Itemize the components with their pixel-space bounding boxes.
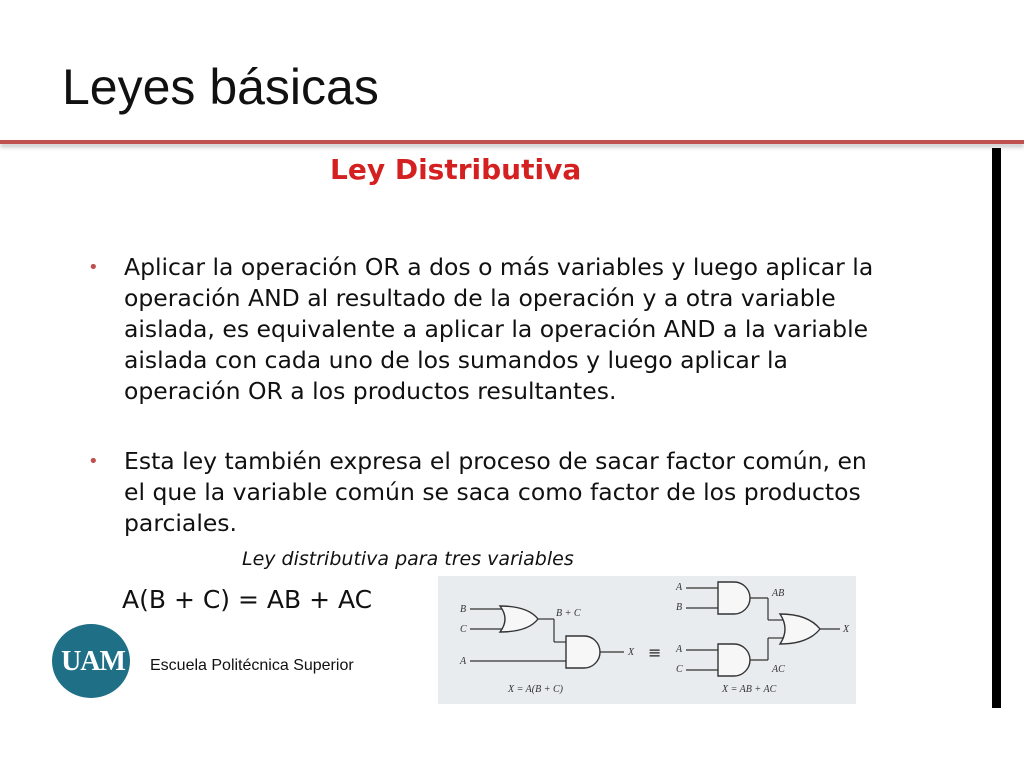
bullet-dot-icon: • (88, 451, 99, 472)
equivalence-sign: ≡ (648, 643, 662, 662)
diagram-caption: Ley distributiva para tres variables (242, 548, 574, 570)
circuit-input-label: A (676, 582, 683, 593)
title-divider (0, 140, 1024, 144)
circuit-product-label: AC (772, 664, 785, 675)
circuit-svg (438, 576, 856, 704)
circuit-output-label: X (628, 647, 635, 658)
bullet-text: Esta ley también expresa el proceso de sacar factor común, en el que la variable común se saca como factor de los productos parciales. (124, 447, 867, 537)
bullet-dot-icon: • (88, 257, 99, 278)
bullet-list (88, 252, 888, 407)
bullet-item (88, 446, 888, 539)
circuit-expression: X = AB + AC (722, 684, 777, 695)
distributive-formula: A(B + C) = AB + AC (122, 585, 373, 614)
and-gate-shape (718, 582, 750, 614)
bullet-text: Aplicar la operación OR a dos o más variables y luego aplicar la operación AND al resultado de la operación y a otra variable aislada, es equivalente a aplicar la operación AND a la variable aislada con cada uno de los sumandos y luego aplicar la operación OR a los productos resultantes. (124, 253, 874, 405)
circuit-input-label: C (460, 624, 467, 635)
or-gate-shape (500, 606, 538, 632)
and-gate-shape (566, 636, 600, 668)
circuit-input-label: B (676, 602, 683, 613)
logic-circuit-diagram (438, 576, 856, 704)
circuit-input-label: A (676, 644, 683, 655)
and-gate-shape (718, 644, 750, 676)
logo-text: UAM (61, 646, 125, 677)
or-gate-shape (780, 614, 820, 644)
circuit-expression: X = A(B + C) (508, 684, 563, 695)
circuit-input-label: B (460, 604, 467, 615)
school-name: Escuela Politécnica Superior (150, 657, 354, 674)
circuit-input-label: C (676, 664, 683, 675)
bullet-list (88, 446, 888, 539)
frame-border (992, 148, 1001, 708)
circuit-input-label: A (460, 656, 467, 667)
bullet-item (88, 252, 888, 407)
slide-title: Leyes básicas (62, 59, 379, 115)
circuit-output-label: X (843, 624, 850, 635)
circuit-product-label: AB (772, 588, 785, 599)
circuit-mid-label: B + C (556, 608, 581, 619)
section-heading: Ley Distributiva (330, 153, 582, 186)
